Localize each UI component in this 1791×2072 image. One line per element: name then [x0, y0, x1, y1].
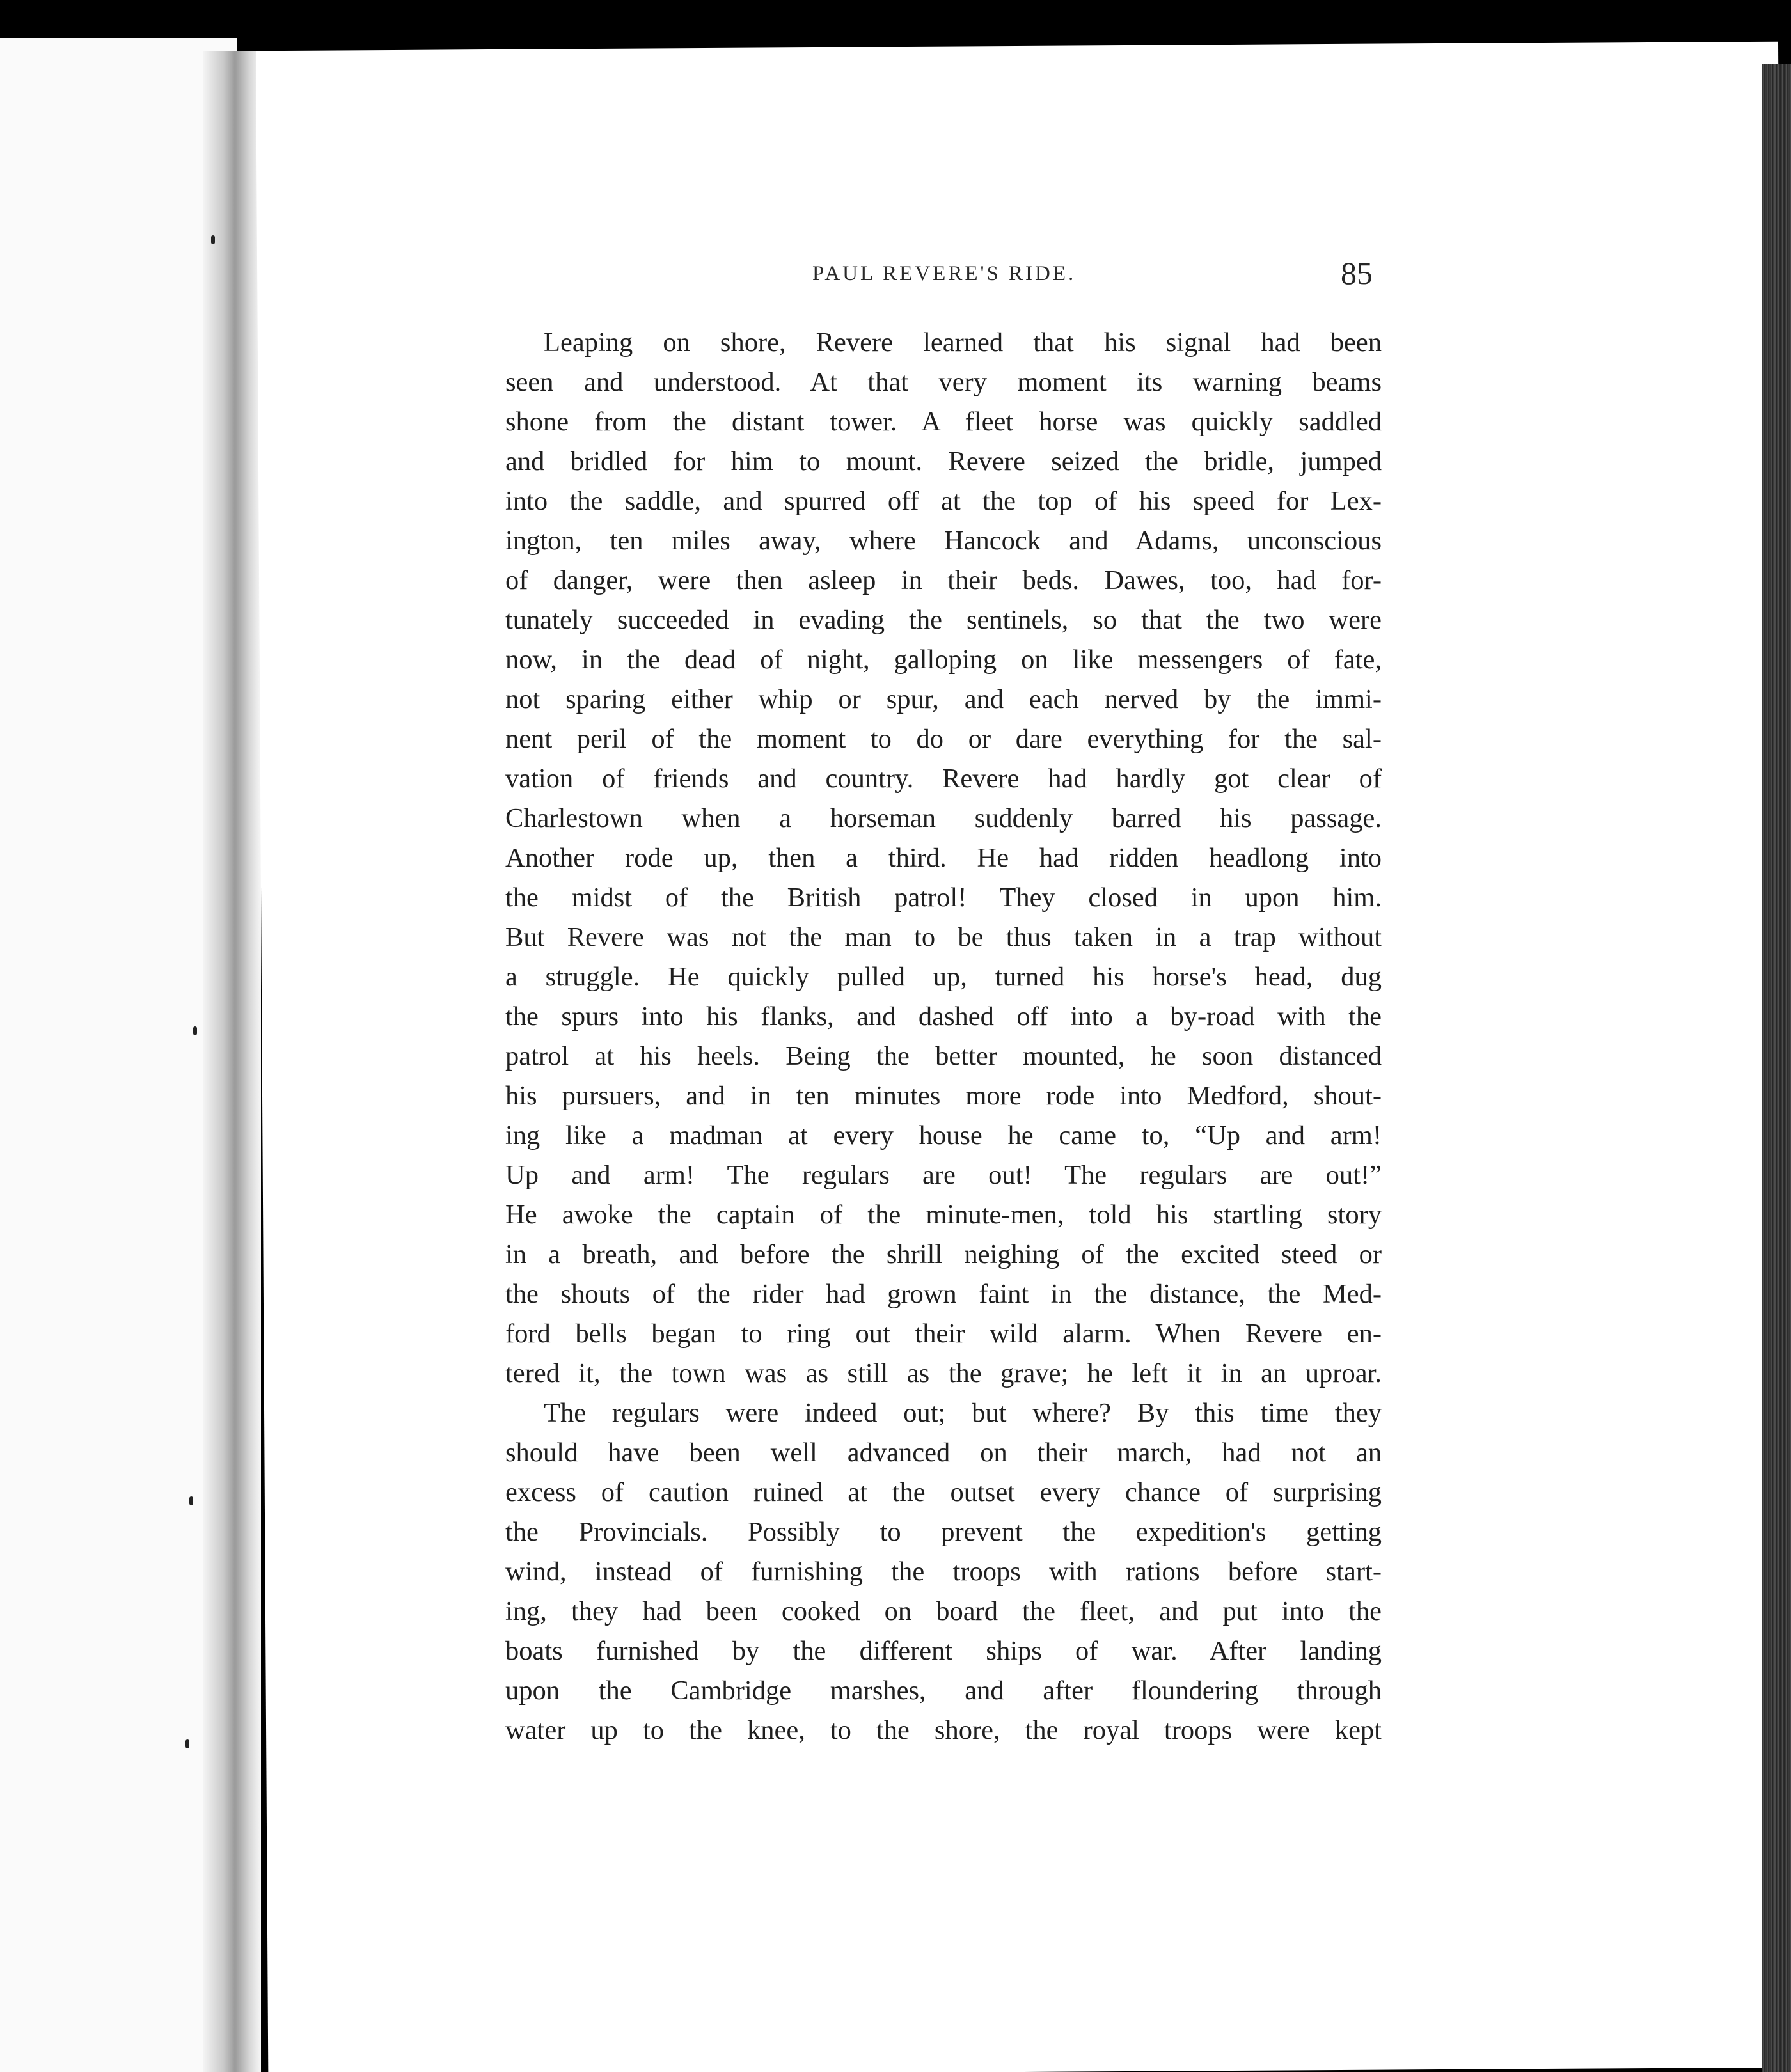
body-text	[505, 323, 1382, 1750]
text-line: should have been well advanced on their march, had not an	[505, 1438, 1382, 1468]
page-fore-edge	[1762, 64, 1791, 2072]
text-line: of danger, were then asleep in their beds. Dawes, too, had for-	[505, 565, 1382, 595]
text-line: Leaping on shore, Revere learned that his signal had been	[544, 327, 1382, 357]
text-line: excess of caution ruined at the outset every chance of surprising	[505, 1477, 1382, 1507]
text-line: Up and arm! The regulars are out! The regulars are out!”	[505, 1160, 1382, 1190]
text-line: in a breath, and before the shrill neighing of the excited steed or	[505, 1239, 1382, 1269]
text-line: the midst of the British patrol! They closed in upon him.	[505, 883, 1382, 913]
text-line: upon the Cambridge marshes, and after floundering through	[505, 1676, 1382, 1706]
text-line: tered it, the town was as still as the grave; he left it in an uproar.	[505, 1358, 1382, 1388]
text-line: tunately succeeded in evading the sentinels, so that the two were	[505, 605, 1382, 635]
text-line: the Provincials. Possibly to prevent the expedition's getting	[505, 1517, 1382, 1547]
text-line: a struggle. He quickly pulled up, turned his horse's head, dug	[505, 962, 1382, 992]
text-line: boats furnished by the different ships of war. After landing	[505, 1636, 1382, 1666]
text-line: the shouts of the rider had grown faint in the distance, the Med-	[505, 1279, 1382, 1309]
binding-mark	[189, 1496, 193, 1505]
text-line: into the saddle, and spurred off at the top of his speed for Lex-	[505, 486, 1382, 516]
text-line: now, in the dead of night, galloping on like messengers of fate,	[505, 645, 1382, 675]
text-line: vation of friends and country. Revere had hardly got clear of	[505, 764, 1382, 794]
paragraph	[505, 323, 1382, 1393]
text-line: patrol at his heels. Being the better mounted, he soon distanced	[505, 1041, 1382, 1071]
running-head: PAUL REVERE'S RIDE.	[812, 262, 1077, 285]
text-line: his pursuers, and in ten minutes more rode into Medford, shout-	[505, 1081, 1382, 1111]
left-blank-page	[0, 38, 237, 2072]
text-line: Charlestown when a horseman suddenly barred his passage.	[505, 803, 1382, 833]
book-gutter	[203, 51, 261, 2072]
text-line: ford bells began to ring out their wild alarm. When Revere en-	[505, 1319, 1382, 1349]
text-line: water up to the knee, to the shore, the royal troops were kept	[505, 1715, 1382, 1745]
text-line: seen and understood. At that very moment its warning beams	[505, 367, 1382, 397]
text-line: ington, ten miles away, where Hancock and Adams, unconscious	[505, 526, 1382, 556]
text-line: ing like a madman at every house he came to, “Up and arm!	[505, 1120, 1382, 1150]
text-line: the spurs into his flanks, and dashed off into a by-road with the	[505, 1001, 1382, 1032]
text-line: ing, they had been cooked on board the fleet, and put into the	[505, 1596, 1382, 1626]
text-line: and bridled for him to mount. Revere seized the bridle, jumped	[505, 446, 1382, 476]
text-line: But Revere was not the man to be thus taken in a trap without	[505, 922, 1382, 952]
text-line: He awoke the captain of the minute-men, told his startling story	[505, 1200, 1382, 1230]
text-line: not sparing either whip or spur, and each nerved by the immi-	[505, 684, 1382, 714]
text-line: Another rode up, then a third. He had ridden headlong into	[505, 843, 1382, 873]
page-number: 85	[1341, 255, 1373, 291]
text-line: nent peril of the moment to do or dare everything for the sal-	[505, 724, 1382, 754]
paragraph	[505, 1393, 1382, 1750]
binding-mark	[193, 1026, 197, 1035]
text-line: shone from the distant tower. A fleet horse was quickly saddled	[505, 407, 1382, 437]
text-line: The regulars were indeed out; but where? By this time they	[544, 1398, 1382, 1428]
binding-mark	[211, 235, 215, 244]
text-line: wind, instead of furnishing the troops with rations before start-	[505, 1557, 1382, 1587]
binding-mark	[185, 1739, 189, 1748]
